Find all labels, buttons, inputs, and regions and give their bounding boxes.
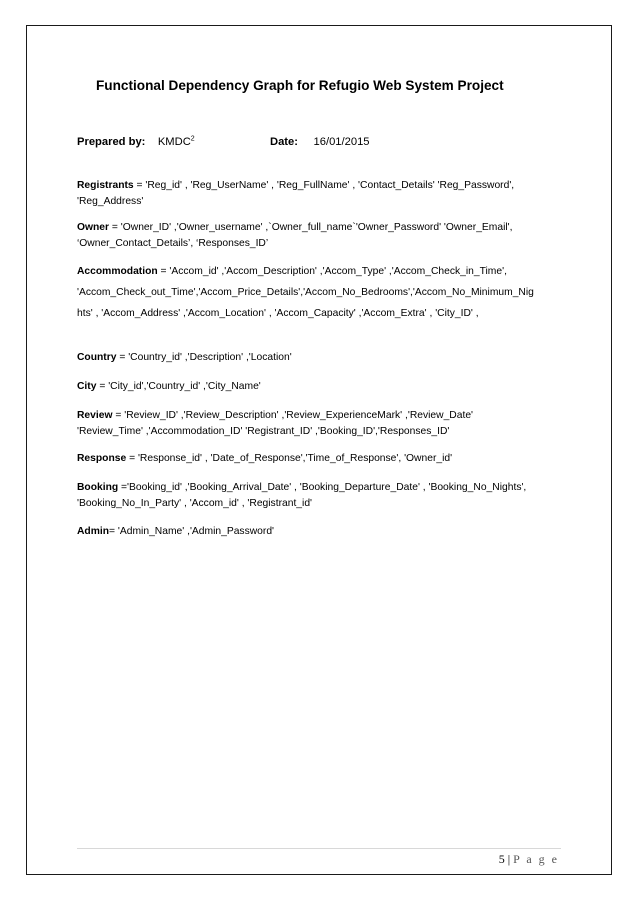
date-label: Date: [270, 136, 298, 148]
entity-line: ‘Owner_Contact_Details’, ‘Responses_ID’ [77, 238, 269, 249]
entity-line: ='Booking_id' ,'Booking_Arrival_Date' , 'Booking_Departure_Date' , 'Booking_No_Nights', [118, 482, 527, 493]
prepared-by-value: KMDC [157, 136, 191, 148]
document-date [270, 136, 370, 148]
entity-line: = 'Response_id' , 'Date_of_Response','Time_of_Response', 'Owner_id' [126, 453, 453, 464]
entity-line: hts' , 'Accom_Address' ,'Accom_Location' , 'Accom_Capacity' ,'Accom_Extra' , 'City_ID' , [77, 308, 479, 319]
date-value: 16/01/2015 [313, 136, 370, 148]
entity-label: Review [77, 410, 113, 421]
entity-label: Country [77, 352, 117, 363]
footer-divider [77, 848, 561, 849]
entity-line: 'Review_Time' ,'Accommodation_ID' 'Registrant_ID' ,'Booking_ID','Responses_ID' [77, 426, 450, 437]
entity-review [77, 408, 567, 440]
entity-response [77, 451, 567, 467]
page-footer [499, 852, 559, 867]
page-border [26, 25, 612, 875]
document-title: Functional Dependency Graph for Refugio Web System Project [96, 78, 504, 93]
entity-line: = 'Country_id' ,'Description' ,'Location' [116, 352, 292, 363]
prepared-by [77, 136, 195, 148]
entity-owner [77, 220, 567, 252]
entity-label: Booking [77, 482, 119, 493]
entity-line: = 'Admin_Name' ,'Admin_Password' [109, 526, 275, 537]
entity-accommodation [77, 264, 567, 322]
entity-label: Admin [77, 526, 110, 537]
entity-line: = 'City_id','Country_id' ,'City_Name' [96, 381, 261, 392]
entity-line: 'Booking_No_In_Party' , 'Accom_id' , 'Registrant_id' [77, 498, 313, 509]
prepared-by-superscript: 2 [190, 135, 195, 143]
entity-booking [77, 480, 567, 512]
entity-country [77, 350, 567, 366]
entity-line: 'Reg_Address' [77, 196, 144, 207]
entity-line: = 'Owner_ID' ,'Owner_username' ,`Owner_full_name`'Owner_Password' 'Owner_Email', [109, 222, 513, 233]
entity-admin [77, 524, 567, 540]
footer-separator: | [507, 852, 511, 866]
entity-label: Accommodation [77, 266, 158, 277]
entity-label: Owner [77, 222, 110, 233]
entity-line: = 'Review_ID' ,'Review_Description' ,'Review_ExperienceMark' ,'Review_Date' [112, 410, 474, 421]
page-number: 5 [498, 852, 505, 866]
entity-label: Registrants [77, 180, 134, 191]
entity-city [77, 379, 567, 395]
entity-line: = 'Accom_id' ,'Accom_Description' ,'Accom_Type' ,'Accom_Check_in_Time', [157, 266, 507, 277]
prepared-by-label: Prepared by: [77, 136, 146, 148]
entity-registrants [77, 178, 567, 210]
entity-line: = 'Reg_id' , 'Reg_UserName' , 'Reg_FullName' , 'Contact_Details' 'Reg_Password', [133, 180, 515, 191]
entity-label: City [77, 381, 97, 392]
entity-label: Response [77, 453, 127, 464]
entity-line: 'Accom_Check_out_Time','Accom_Price_Details','Accom_No_Bedrooms','Accom_No_Minimum_Nig [77, 287, 534, 298]
page-word: P a g e [513, 852, 559, 866]
